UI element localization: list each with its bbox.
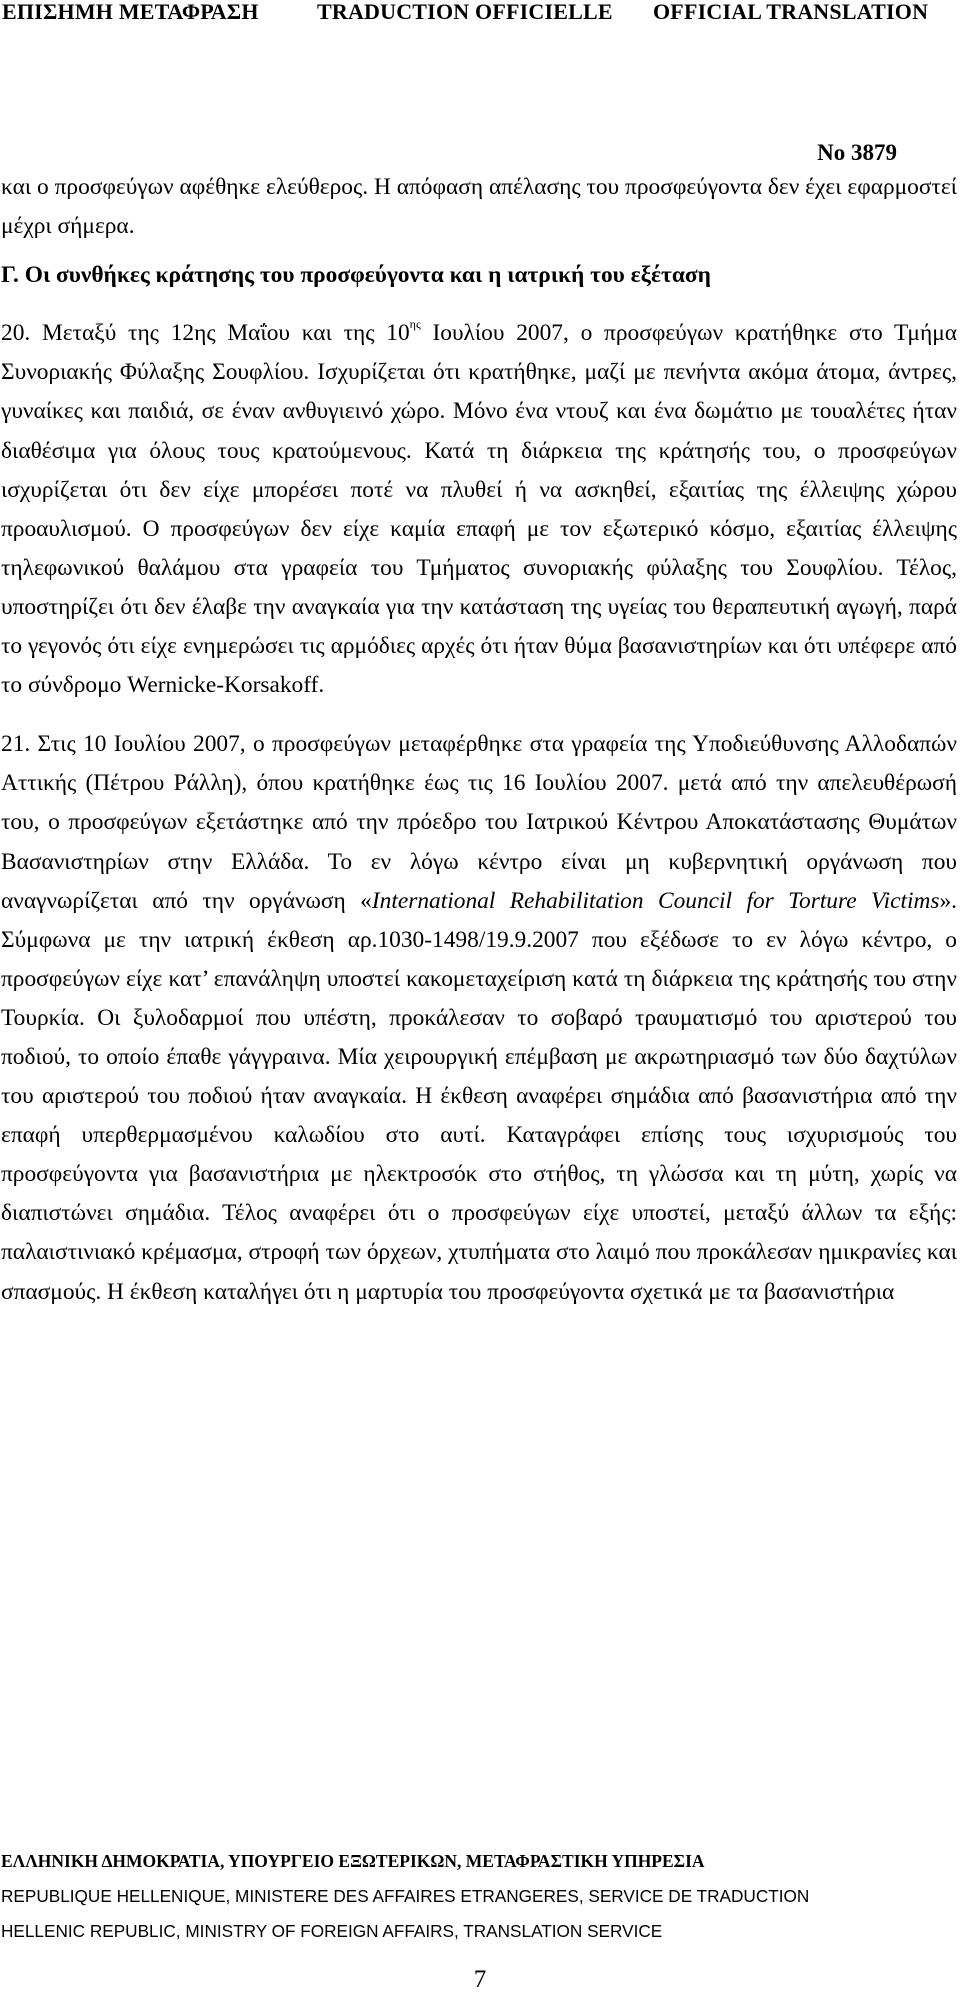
- footer-french: REPUBLIQUE HELLENIQUE, MINISTERE DES AFFAIRES ETRANGERES, SERVICE DE TRADUCTION: [1, 1886, 810, 1906]
- footer-english: HELLENIC REPUBLIC, MINISTRY OF FOREIGN AFFAIRS, TRANSLATION SERVICE: [1, 1921, 663, 1941]
- page-footer: [1, 1844, 957, 1949]
- header-english: OFFICIAL TRANSLATION: [653, 0, 929, 24]
- section-heading: Γ. Οι συνθήκες κράτησης του προσφεύγοντα και η ιατρική του εξέταση: [1, 262, 711, 289]
- page-number: 7: [473, 1966, 487, 1993]
- page-header: [0, 0, 960, 26]
- superscript-ordinal: ης: [409, 317, 421, 332]
- paragraph-20: [1, 305, 957, 705]
- document-number: No 3879: [817, 140, 897, 165]
- header-greek: ΕΠΙΣΗΜΗ ΜΕΤΑΦΡΑΣΗ: [2, 0, 259, 24]
- paragraph-21-italic-org: International Rehabilitation Council for Torture Victims: [371, 887, 940, 914]
- paragraph-21-start: 21. Στις 10 Ιουλίου 2007, ο προσφεύγων μεταφέρθηκε στα γραφεία της Υποδιεύθυνσης Αλλοδαπών Αττικής (Πέτρου Ράλλη), όπου κρατήθηκε έως τις 16 Ιουλίου 2007. μετά από την απελευθέρωσή του, ο προσφεύγων εξετάστηκε από την πρόεδρο του Ιατρικού Κέντρου Αποκατάστασης Θυμάτων Βασανιστηρίων στην Ελλάδα. Το εν λόγω κέντρο είναι μη κυβερνητική οργάνωση που αναγνωρίζεται από την οργάνωση «: [1, 731, 957, 914]
- paragraph-intro: και ο προσφεύγων αφέθηκε ελεύθερος. Η απόφαση απέλασης του προσφεύγοντα δεν έχει εφαρμοστεί μέχρι σήμερα.: [1, 174, 957, 240]
- paragraph-20-rest: Ιουλίου 2007, ο προσφεύγων κρατήθηκε στο Τμήμα Συνοριακής Φύλαξης Σουφλίου. Ισχυρίζεται ότι κρατήθηκε, μαζί με πενήντα ακόμα άτομα, άντρες, γυναίκες και παιδιά, σε έναν ανθυγιεινό χώρο. Μόνο ένα ντουζ και ένα δωμάτιο με τουαλέτες ήταν διαθέσιμα για όλους τους κρατούμενους. Κατά τη διάρκεια της κράτησής του, ο προσφεύγων ισχυρίζεται ότι δεν είχε μπορέσει ποτέ να πλυθεί ή να ασκηθεί, εξαιτίας της έλλειψης χώρου προαυλισμού. Ο προσφεύγων δεν είχε καμία επαφή με τον εξωτερικό κόσμο, εξαιτίας έλλειψης τηλεφωνικού θαλάμου στα γραφεία του Τμήματος συνοριακής φύλαξης του Σουφλίου. Τέλος, υποστηρίζει ότι δεν έλαβε την αναγκαία για την κατάσταση της υγείας του θεραπευτική αγωγή, παρά το γεγονός ότι είχε ενημερώσει τις αρμόδιες αρχές ότι ήταν θύμα βασανιστηρίων και ότι υπέφερε από το σύνδρομο Wernicke-Korsakoff.: [1, 320, 957, 699]
- header-french: TRADUCTION OFFICIELLE: [317, 0, 613, 24]
- footer-greek: ΕΛΛΗΝΙΚΗ ΔΗΜΟΚΡΑΤΙΑ, ΥΠΟΥΡΓΕΙΟ ΕΞΩΤΕΡΙΚΩΝ, ΜΕΤΑΦΡΑΣΤΙΚΗ ΥΠΗΡΕΣΙΑ: [1, 1851, 705, 1871]
- paragraph-21: [1, 725, 957, 1311]
- document-body: [1, 168, 957, 1312]
- paragraph-20-start: 20. Μεταξύ της 12ης Μαΐου και της 10: [1, 320, 410, 347]
- paragraph-21-rest: ». Σύμφωνα με την ιατρική έκθεση αρ.1030-1498/19.9.2007 που εξέδωσε το εν λόγω κέντρο, ο προσφεύγων είχε κατ’ επανάληψη υποστεί κακομεταχείριση κατά τη διάρκεια της κράτησής του στην Τουρκία. Οι ξυλοδαρμοί που υπέστη, προκάλεσαν το σοβαρό τραυματισμό του αριστερού του ποδιού, το οποίο έπαθε γάγγραινα. Μία χειρουργική επέμβαση με ακρωτηριασμό των δύο δαχτύλων του αριστερού του ποδιού ήταν αναγκαία. Η έκθεση αναφέρει σημάδια από βασανιστήρια από την επαφή υπερθερμασμένου καλωδίου στο αυτί. Καταγράφει επίσης τους ισχυρισμούς του προσφεύγοντα για βασανιστήρια με ηλεκτροσόκ στο στήθος, τη γλώσσα και τη μύτη, χωρίς να διαπιστώνει σημάδια. Τέλος αναφέρει ότι ο προσφεύγων είχε υποστεί, μεταξύ άλλων τα εξής: παλαιστινιακό κρέμασμα, στροφή των όρχεων, χτυπήματα στο λαιμό που προκάλεσαν ημικρανίες και σπασμούς. Η έκθεση καταλήγει ότι η μαρτυρία του προσφεύγοντα σχετικά με τα βασανιστήρια: [1, 887, 958, 1305]
